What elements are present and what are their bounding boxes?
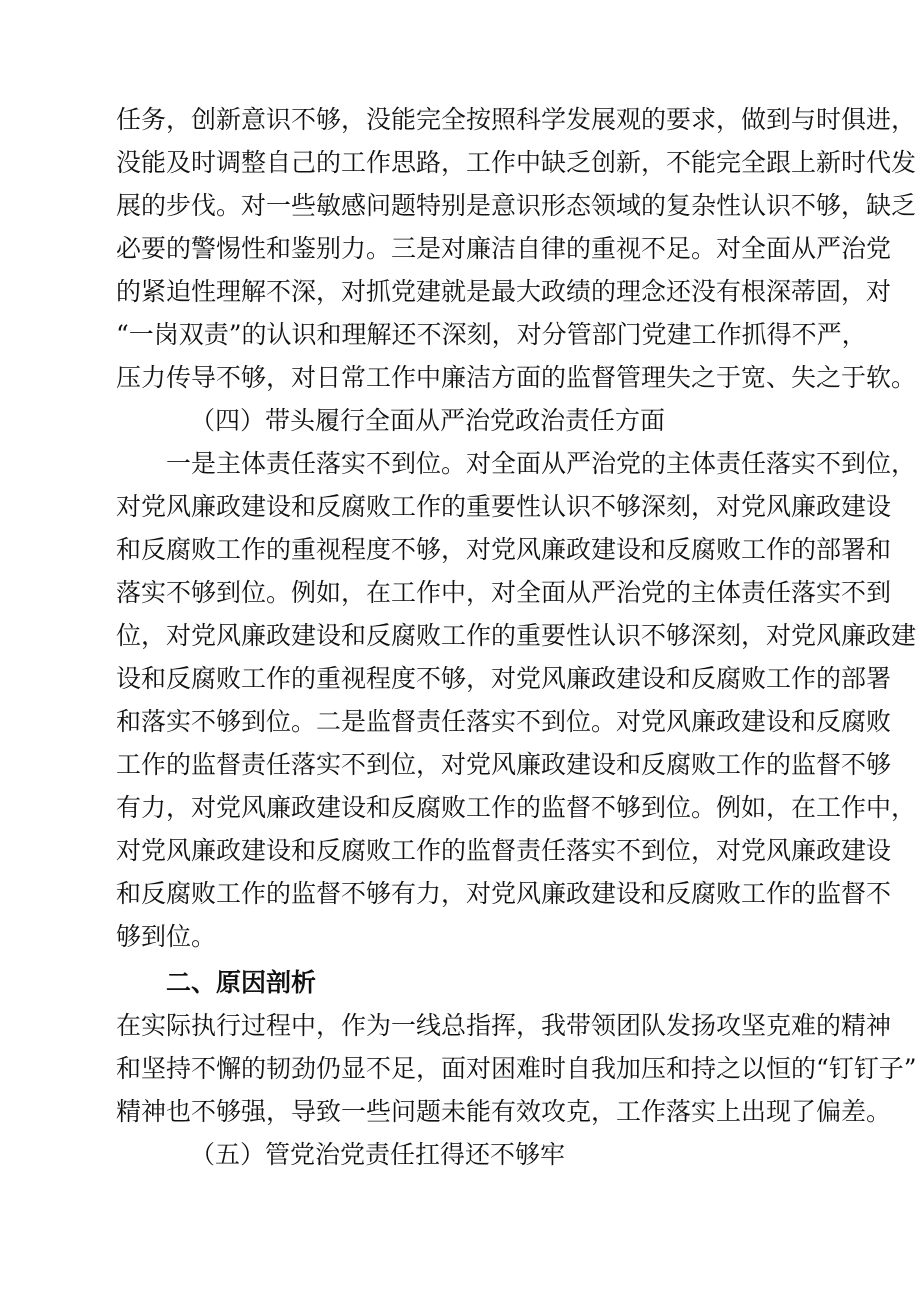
paragraph-line: 落实不够到位。例如，在工作中，对全面从严治党的主体责任落实不到 bbox=[116, 578, 892, 607]
paragraph-line: 位，对党风廉政建设和反腐败工作的重要性认识不够深刻，对党风廉政建 bbox=[116, 621, 917, 650]
section-heading: 二、原因剖析 bbox=[166, 968, 317, 997]
paragraph-line: 够到位。 bbox=[116, 922, 217, 951]
paragraph-line: 和反腐败工作的监督不够有力，对党风廉政建设和反腐败工作的监督不 bbox=[116, 879, 892, 908]
paragraph-line: 的紧迫性理解不深，对抓党建就是最大政绩的理念还没有根深蒂固，对 bbox=[116, 277, 892, 306]
paragraph-line: 对党风廉政建设和反腐败工作的监督责任落实不到位，对党风廉政建设 bbox=[116, 836, 892, 865]
paragraph-line: 在实际执行过程中，作为一线总指挥，我带领团队发扬攻坚克难的精神 bbox=[116, 1011, 892, 1040]
paragraph-line: “一岗双责”的认识和理解还不深刻，对分管部门党建工作抓得不严， bbox=[116, 320, 867, 349]
paragraph-line: 一是主体责任落实不到位。对全面从严治党的主体责任落实不到位， bbox=[166, 449, 917, 478]
paragraph-line: 精神也不够强，导致一些问题未能有效攻克，工作落实上出现了偏差。 bbox=[116, 1097, 892, 1126]
section-subheading: （四）带头履行全面从严治党政治责任方面 bbox=[190, 406, 666, 435]
paragraph-line: 和反腐败工作的重视程度不够，对党风廉政建设和反腐败工作的部署和 bbox=[116, 535, 892, 564]
paragraph-line: 有力，对党风廉政建设和反腐败工作的监督不够到位。例如，在工作中， bbox=[116, 793, 917, 822]
paragraph-line: 没能及时调整自己的工作思路，工作中缺乏创新，不能完全跟上新时代发 bbox=[116, 148, 917, 177]
paragraph-line: 对党风廉政建设和反腐败工作的重要性认识不够深刻，对党风廉政建设 bbox=[116, 492, 892, 521]
paragraph-line: 和落实不够到位。二是监督责任落实不到位。对党风廉政建设和反腐败 bbox=[116, 707, 892, 736]
section-subheading: （五）管党治党责任扛得还不够牢 bbox=[190, 1140, 566, 1169]
paragraph-line: 展的步伐。对一些敏感问题特别是意识形态领域的复杂性认识不够，缺乏 bbox=[116, 191, 917, 220]
paragraph-line: 设和反腐败工作的重视程度不够，对党风廉政建设和反腐败工作的部署 bbox=[116, 664, 892, 693]
paragraph-line: 必要的警惕性和鉴别力。三是对廉洁自律的重视不足。对全面从严治党 bbox=[116, 234, 892, 263]
paragraph-line: 任务，创新意识不够，没能完全按照科学发展观的要求，做到与时俱进， bbox=[116, 105, 917, 134]
paragraph-line: 和坚持不懈的韧劲仍显不足，面对困难时自我加压和持之以恒的“钉钉子” bbox=[116, 1054, 917, 1083]
paragraph-line: 工作的监督责任落实不到位，对党风廉政建设和反腐败工作的监督不够 bbox=[116, 750, 892, 779]
paragraph-line: 压力传导不够，对日常工作中廉洁方面的监督管理失之于宽、失之于软。 bbox=[116, 363, 917, 392]
